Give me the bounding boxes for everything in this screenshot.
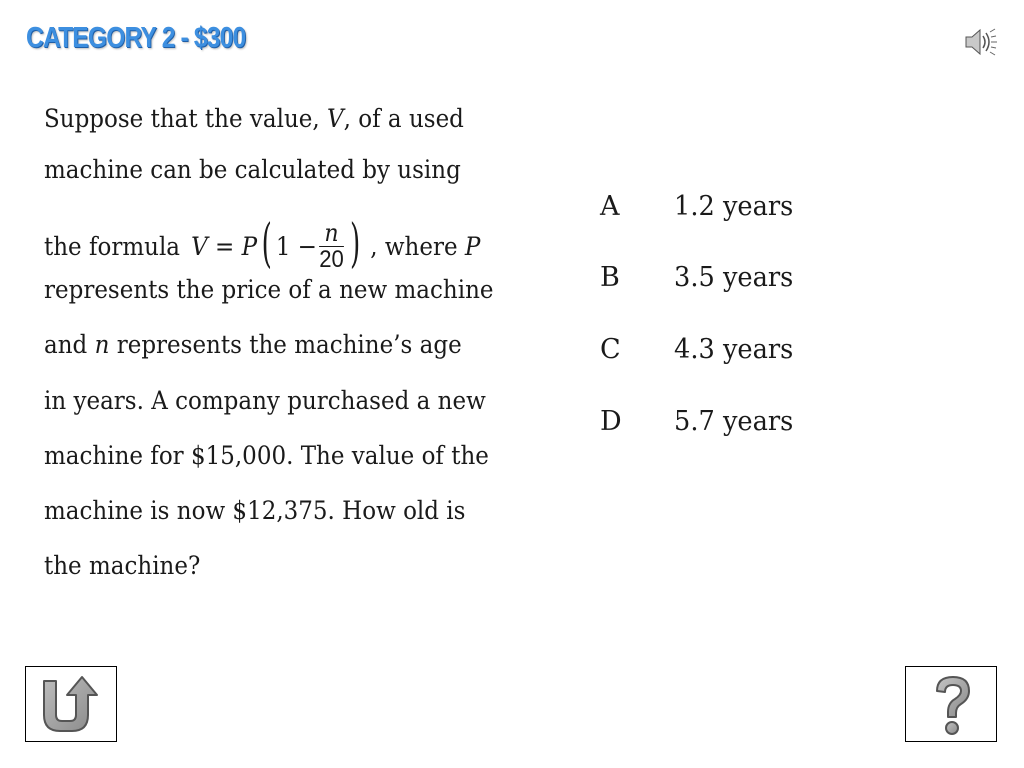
question-line: machine is now $12,375. How old is [44, 496, 466, 525]
option-a-text[interactable]: 1.2 years [674, 191, 794, 222]
u-turn-arrow-icon [26, 667, 118, 743]
question-line: and n represents the machine’s age [44, 330, 462, 359]
option-a-letter[interactable]: A [600, 191, 620, 222]
option-d-text[interactable]: 5.7 years [674, 406, 794, 437]
question-line: in years. A company purchased a new [44, 386, 486, 415]
help-button[interactable] [905, 666, 997, 742]
option-c-text[interactable]: 4.3 years [674, 334, 794, 365]
option-c-letter[interactable]: C [600, 334, 621, 365]
formula: V = P ( 1 − $\frac{n}{20}$ ) [191, 213, 361, 274]
question-mark-icon [906, 667, 998, 743]
question-line: Suppose that the value, V, of a used [44, 104, 464, 133]
option-b-text[interactable]: 3.5 years [674, 262, 794, 293]
page-title: CATEGORY 2 - $300 [26, 22, 246, 54]
question-formula-line: the formula V = P ( 1 − $\frac{n}{20}$ ) , where P [44, 213, 481, 274]
fraction: $\frac{n}{20}$ [319, 219, 344, 273]
back-button[interactable] [25, 666, 117, 742]
question-line: the machine? [44, 551, 201, 580]
option-b-letter[interactable]: B [600, 262, 620, 293]
speaker-icon[interactable] [962, 24, 998, 60]
question-line: represents the price of a new machine [44, 275, 494, 304]
question-line: machine for $15,000. The value of the [44, 441, 489, 470]
option-d-letter[interactable]: D [600, 406, 622, 437]
question-line: machine can be calculated by using [44, 155, 461, 184]
